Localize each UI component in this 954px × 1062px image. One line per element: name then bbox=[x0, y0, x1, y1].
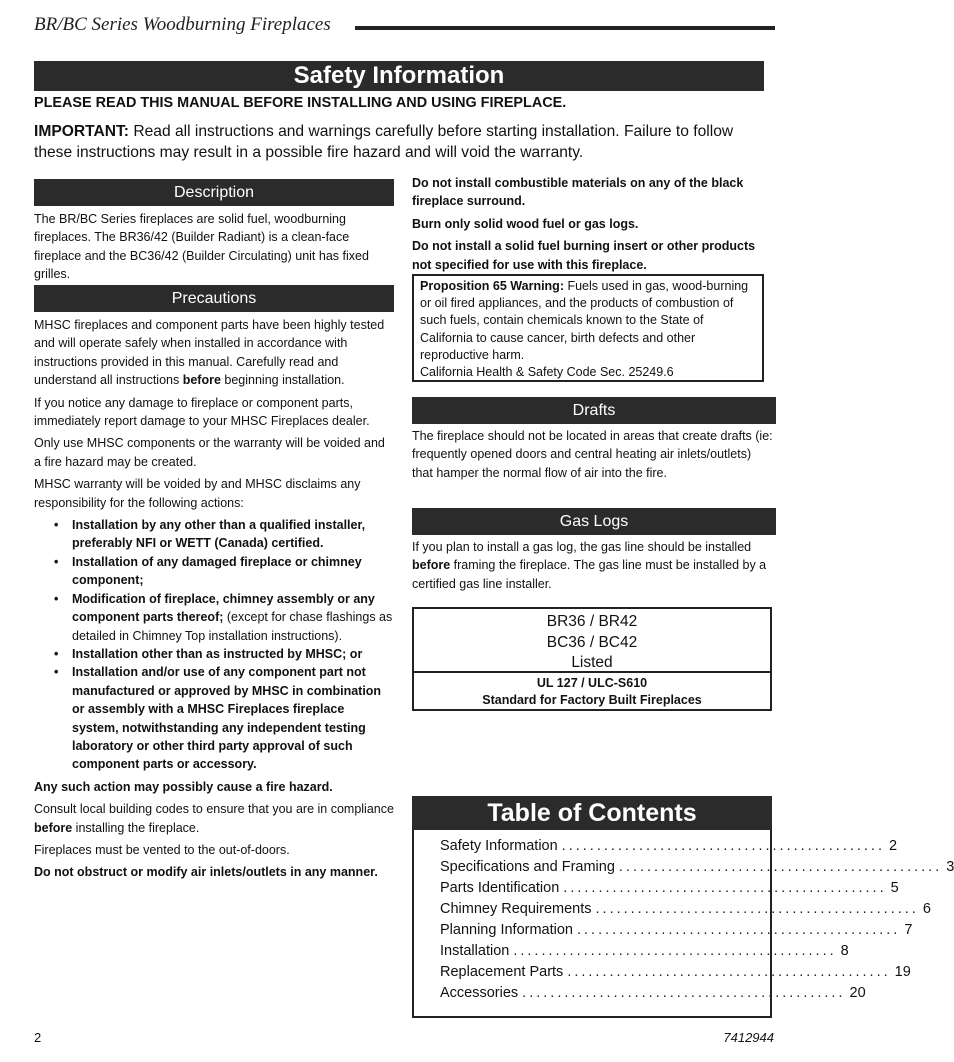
installation-warnings bbox=[412, 174, 764, 278]
warning-insert: Do not install a solid fuel burning insert or other products not specified for use with this fireplace. bbox=[412, 239, 756, 272]
toc-item[interactable]: Accessories .............................................. 20 bbox=[440, 985, 866, 1001]
prop65-text: Fuels used in gas, wood-burning or oil fired appliances, and the products of combustion of such fuels, contain chemicals known to the State of California to cause cancer, birth defects and other reproductive harm. bbox=[420, 279, 749, 362]
gas-logs-text: If you plan to install a gas log, the gas line should be installed before framing the fireplace. The gas line must be installed by a certified gas line installer. bbox=[412, 540, 767, 591]
toc-item[interactable]: Replacement Parts .............................................. 19 bbox=[440, 964, 911, 980]
table-of-contents bbox=[412, 830, 954, 1018]
page-number: 2 bbox=[34, 1030, 42, 1045]
warning-combustibles: Do not install combustible materials on any of the black fireplace surround. bbox=[412, 176, 744, 209]
toc-item[interactable]: Planning Information .............................................. 7 bbox=[440, 922, 913, 938]
precautions-p4: MHSC warranty will be voided by and MHSC disclaims any responsibility for the following actions: bbox=[34, 477, 361, 510]
toc-heading: Table of Contents bbox=[412, 796, 772, 830]
toc-item[interactable]: Chimney Requirements .............................................. 6 bbox=[440, 901, 931, 917]
page-title: Safety Information bbox=[34, 61, 764, 91]
toc-item[interactable]: Parts Identification .............................................. 5 bbox=[440, 880, 899, 896]
listed-model-br: BR36 / BR42 bbox=[546, 613, 638, 630]
prop65-warning-box bbox=[412, 274, 764, 382]
list-item: • Installation and/or use of any component part not manufactured or approved by MHSC in combination or assembly with a MHSC Fireplaces fireplace system, notwithstanding any independent testing laboratory or other third party approval of such component parts or accessory. bbox=[54, 665, 382, 772]
toc-item[interactable]: Safety Information .............................................. 2 bbox=[440, 838, 898, 854]
listed-model-bc: BC36 / BC42 bbox=[546, 633, 638, 651]
precautions-p2: If you notice any damage to fireplace or component parts, immediately report damage to your MHSC Fireplaces dealer. bbox=[34, 395, 370, 429]
document-number: 7412944 bbox=[723, 1030, 774, 1045]
list-item: • Installation other than as instructed by MHSC; or bbox=[34, 645, 394, 663]
bullet-icon: • bbox=[54, 554, 59, 569]
listing-standard bbox=[414, 673, 770, 709]
header-rule bbox=[355, 26, 775, 30]
description-section bbox=[34, 210, 394, 288]
fire-hazard-warning: Any such action may possibly cause a fire hazard. bbox=[34, 779, 333, 794]
listed-models bbox=[414, 609, 770, 673]
obstruct-warning: Do not obstruct or modify air inlets/outlets in any manner. bbox=[34, 865, 378, 880]
drafts-text: The fireplace should not be located in areas that create drafts (ie: frequently opened doors and central heating air inlets/outlets) that hamper the normal flow of air into the fire. bbox=[412, 429, 773, 480]
description-text: The BR/BC Series fireplaces are solid fuel, woodburning fireplaces. The BR36/42 (Builder Radiant) is a clean-face fireplace and the BC36/42 (Builder Circulating) unit has fixed grilles. bbox=[34, 212, 369, 282]
header-title: BR/BC Series Woodburning Fireplaces bbox=[34, 14, 331, 35]
venting-note: Fireplaces must be vented to the out-of-doors. bbox=[34, 842, 290, 857]
read-manual-notice: PLEASE READ THIS MANUAL BEFORE INSTALLING AND USING FIREPLACE. bbox=[34, 95, 567, 111]
important-text: Read all instructions and warnings carefully before starting installation. Failure to follow these instructions may result in a possible fire hazard and will void the warranty. bbox=[34, 123, 734, 161]
gas-logs-section bbox=[412, 538, 774, 597]
bullet-icon: • bbox=[54, 646, 59, 661]
listed-label: Listed bbox=[571, 654, 613, 671]
standard-number: UL 127 / ULC-S610 bbox=[536, 676, 648, 690]
bullet-icon: • bbox=[54, 665, 59, 680]
precautions-p1: MHSC fireplaces and component parts have been highly tested and will operate safely when installed in accordance with instructions provided in this manual. Carefully read and understand all instructions before beginning installation. bbox=[34, 318, 385, 388]
gas-logs-heading: Gas Logs bbox=[412, 508, 776, 535]
prop65-code: California Health & Safety Code Sec. 25249.6 bbox=[420, 365, 674, 380]
disclaimer-list bbox=[34, 516, 394, 774]
bullet-icon: • bbox=[54, 591, 59, 606]
standard-name: Standard for Factory Built Fireplaces bbox=[482, 693, 702, 707]
prop65-label: Proposition 65 Warning: bbox=[420, 279, 564, 293]
bullet-icon: • bbox=[54, 518, 59, 533]
important-notice bbox=[34, 121, 764, 163]
list-item: • Installation of any damaged fireplace or chimney component; bbox=[54, 554, 362, 588]
drafts-heading: Drafts bbox=[412, 397, 776, 424]
warning-fuel: Burn only solid wood fuel or gas logs. bbox=[412, 216, 639, 231]
precautions-section bbox=[34, 316, 394, 886]
toc-item[interactable]: Specifications and Framing .............................................. 3 bbox=[440, 859, 954, 875]
list-item: • Modification of fireplace, chimney assembly or any component parts thereof; (except for chase flashings as detailed in Chimney Top installation instructions). bbox=[54, 591, 393, 643]
toc-item[interactable]: Installation .............................................. 8 bbox=[440, 943, 849, 959]
listing-box bbox=[412, 607, 772, 711]
list-item: • Installation by any other than a qualified installer, preferably NFI or WETT (Canada) certified. bbox=[54, 518, 366, 551]
description-heading: Description bbox=[34, 179, 394, 206]
building-codes-note: Consult local building codes to ensure that you are in compliance before installing the fireplace. bbox=[34, 802, 394, 835]
drafts-section bbox=[412, 427, 774, 486]
important-label: IMPORTANT: bbox=[34, 123, 129, 140]
precautions-heading: Precautions bbox=[34, 285, 394, 312]
precautions-p3: Only use MHSC components or the warranty will be voided and a fire hazard may be created. bbox=[34, 436, 385, 469]
